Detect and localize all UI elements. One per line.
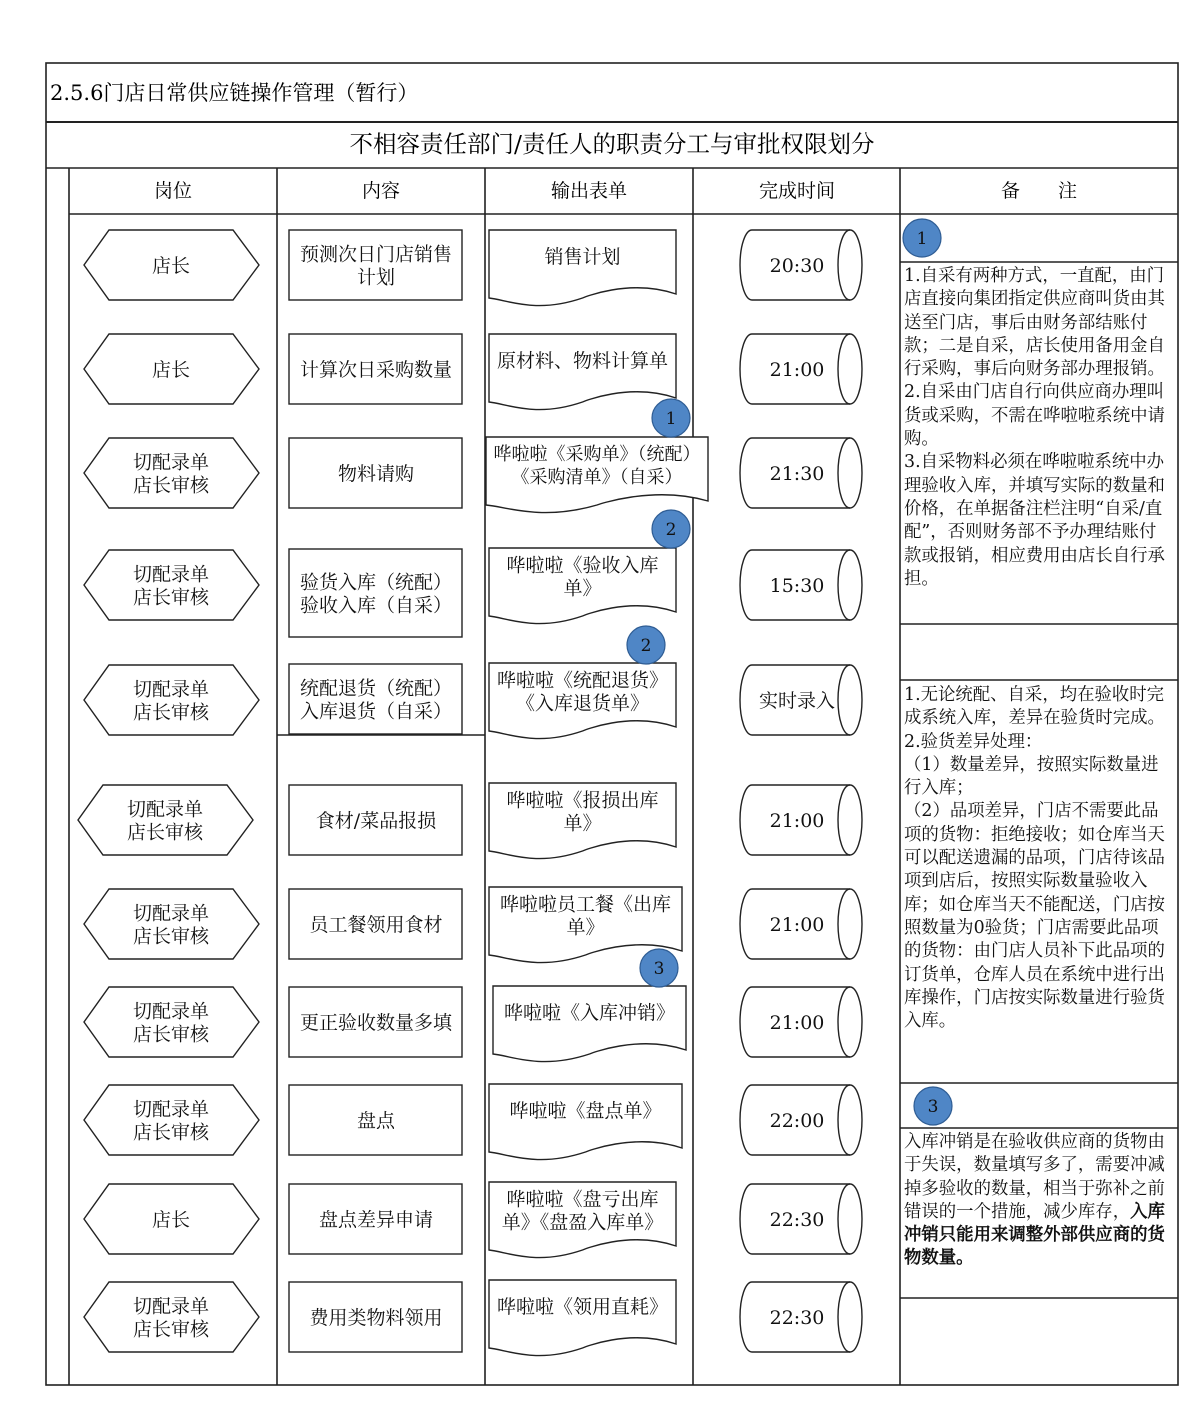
form-label: 原材料、物料计算单	[496, 349, 669, 372]
form-label: 哗啦啦《领用直耗》	[496, 1295, 669, 1318]
marker-number: 3	[927, 1097, 939, 1117]
role-label: 切配录单	[132, 1098, 210, 1121]
time-label: 21:00	[769, 810, 825, 832]
marker-badge	[652, 510, 690, 548]
content-label: 验收入库（自采）	[299, 594, 453, 617]
note-2-line: （1）数量差异，按照实际数量进行入库；	[904, 754, 1159, 799]
time-label: 22:30	[769, 1209, 825, 1231]
marker-badge	[627, 626, 665, 664]
marker-badge	[652, 399, 690, 437]
role-label: 切配录单	[132, 563, 210, 586]
flow-row	[84, 1182, 862, 1258]
role-label: 切配录单	[132, 1295, 210, 1318]
form-label: 哗啦啦《采购单》（统配）	[493, 443, 701, 465]
marker-number: 2	[665, 520, 677, 540]
time-label: 22:30	[769, 1307, 825, 1329]
content-label: 更正验收数量多填	[299, 1011, 453, 1034]
content-label: 统配退货（统配）	[299, 677, 453, 700]
time-label: 21:30	[769, 463, 825, 485]
flow-row	[84, 334, 862, 410]
note-1-line: 1.自采有两种方式，一直配，由门店直接向集团指定供应商叫货由其送至门店，事后由财务部结账付款；二是自采，店长使用备用金自行采购，事后向财务部办理报销。	[904, 266, 1165, 380]
column-headers	[154, 180, 1077, 202]
form-label: 哗啦啦《统配退货》	[496, 669, 669, 692]
role-label: 切配录单	[132, 451, 210, 474]
main-title: 不相容责任部门/责任人的职责分工与审批权限划分	[349, 130, 875, 158]
marker-badge	[903, 219, 941, 257]
flow-row	[84, 663, 862, 739]
form-label: 《采购清单》（自采）	[511, 466, 683, 488]
marker-number: 2	[640, 636, 652, 656]
role-label: 店长审核	[132, 1318, 210, 1341]
note-3-paragraph	[904, 1131, 1172, 1271]
note-2-line: 1.无论统配、自采，均在验收时完成系统入库，差异在验货时完成。	[904, 685, 1165, 729]
note-1-line: 2.自采由门店自行向供应商办理叫货或采购，不需在哗啦啦系统中请购。	[904, 382, 1165, 450]
role-label: 店长	[151, 254, 191, 277]
content-label: 盘点	[356, 1109, 396, 1132]
role-label: 店长	[151, 1208, 191, 1231]
form-label: 哗啦啦《盘亏出库	[506, 1188, 659, 1211]
time-label: 22:00	[769, 1110, 825, 1132]
note-2-line: 2.验货差异处理：	[904, 731, 1043, 752]
note-3-plain: 入库冲销是在验收供应商的货物由于失误，数量填写多了，需要冲减掉多验收的数量，相当于弥补之前错误的一个措施，减少库存，	[904, 1132, 1165, 1222]
diagram-rows	[78, 230, 862, 1356]
time-label: 21:00	[769, 359, 825, 381]
note-2-line: （2）品项差异，门店不需要此品项的货物：拒绝接收；如仓库当天可以配送遗漏的品项，门店待该品项到店后，按照实际数量验收入库；如仓库当天不能配送，门店按照数量为0验货；门店需要此品项的货物：由门店人员补下此品项的订货单，仓库人员在系统中进行出库操作，门店按实际数量进行验货入库。	[904, 801, 1165, 1032]
flow-row	[84, 1084, 862, 1160]
role-label: 店长审核	[132, 701, 210, 724]
content-label: 物料请购	[337, 462, 415, 485]
marker-number: 1	[665, 409, 677, 429]
content-label: 食材/菜品报损	[315, 809, 437, 832]
note-3-bold: 入库冲销只能用来调整外部供应商的货物数量。	[904, 1201, 1165, 1269]
marker-badge	[640, 949, 678, 987]
flow-row	[84, 548, 862, 637]
form-label: 销售计划	[544, 245, 621, 268]
note-1-text	[904, 265, 1172, 591]
form-label: 单》《盘盈入库单》	[501, 1211, 664, 1234]
form-label: 哗啦啦《报损出库	[506, 789, 659, 812]
role-label: 店长审核	[132, 1121, 210, 1144]
form-label: 《入库退货单》	[515, 692, 650, 715]
time-label: 15:30	[769, 575, 825, 597]
form-label: 单》	[563, 812, 602, 835]
marker-badge	[914, 1087, 952, 1125]
flow-row	[84, 986, 862, 1062]
column-header: 岗位	[153, 180, 193, 202]
content-label: 入库退货（自采）	[299, 700, 453, 723]
column-header: 内容	[361, 180, 401, 202]
content-label: 盘点差异申请	[318, 1208, 434, 1231]
flow-row	[84, 437, 862, 513]
content-label: 费用类物料领用	[309, 1306, 443, 1329]
flow-row	[78, 783, 862, 859]
form-label: 哗啦啦《验收入库	[506, 554, 659, 577]
column-header: 输出表单	[550, 180, 628, 202]
note-2-text	[904, 684, 1172, 1033]
role-label: 店长审核	[126, 821, 204, 844]
role-label: 店长	[151, 358, 191, 381]
role-label: 店长审核	[132, 474, 210, 497]
form-label: 哗啦啦《盘点单》	[509, 1099, 662, 1122]
flow-row	[84, 230, 862, 306]
time-label: 21:00	[769, 914, 825, 936]
content-label: 员工餐领用食材	[309, 913, 443, 936]
content-label: 计算次日采购数量	[299, 358, 453, 381]
time-label: 20:30	[769, 255, 825, 277]
flow-row	[84, 887, 862, 963]
marker-number: 3	[653, 959, 665, 979]
form-label: 哗啦啦《入库冲销》	[503, 1001, 676, 1024]
role-label: 切配录单	[132, 902, 210, 925]
column-header: 备 注	[1000, 180, 1078, 202]
column-header: 完成时间	[758, 180, 836, 202]
role-label: 切配录单	[132, 678, 210, 701]
role-label: 店长审核	[132, 586, 210, 609]
content-label: 计划	[356, 266, 396, 289]
section-title: 2.5.6门店日常供应链操作管理（暂行）	[50, 81, 419, 105]
flow-row	[84, 1280, 862, 1356]
role-label: 切配录单	[132, 1000, 210, 1023]
content-label: 验货入库（统配）	[299, 571, 453, 594]
time-label: 21:00	[769, 1012, 825, 1034]
note-1-line: 3.自采物料必须在哗啦啦系统中办理验收入库，并填写实际的数量和价格，在单据备注栏注明“自采/直配”，否则财务部不予办理结账付款或报销，相应费用由店长自行承担。	[904, 452, 1165, 589]
marker-number: 1	[916, 229, 928, 249]
content-label: 预测次日门店销售	[299, 243, 453, 266]
role-label: 切配录单	[126, 798, 204, 821]
role-label: 店长审核	[132, 1023, 210, 1046]
form-label: 单》	[563, 577, 602, 600]
note-3-text	[904, 1131, 1172, 1271]
role-label: 店长审核	[132, 925, 210, 948]
form-label: 单》	[566, 916, 605, 939]
form-label: 哗啦啦员工餐《出库	[499, 893, 672, 916]
time-label: 实时录入	[758, 690, 836, 712]
